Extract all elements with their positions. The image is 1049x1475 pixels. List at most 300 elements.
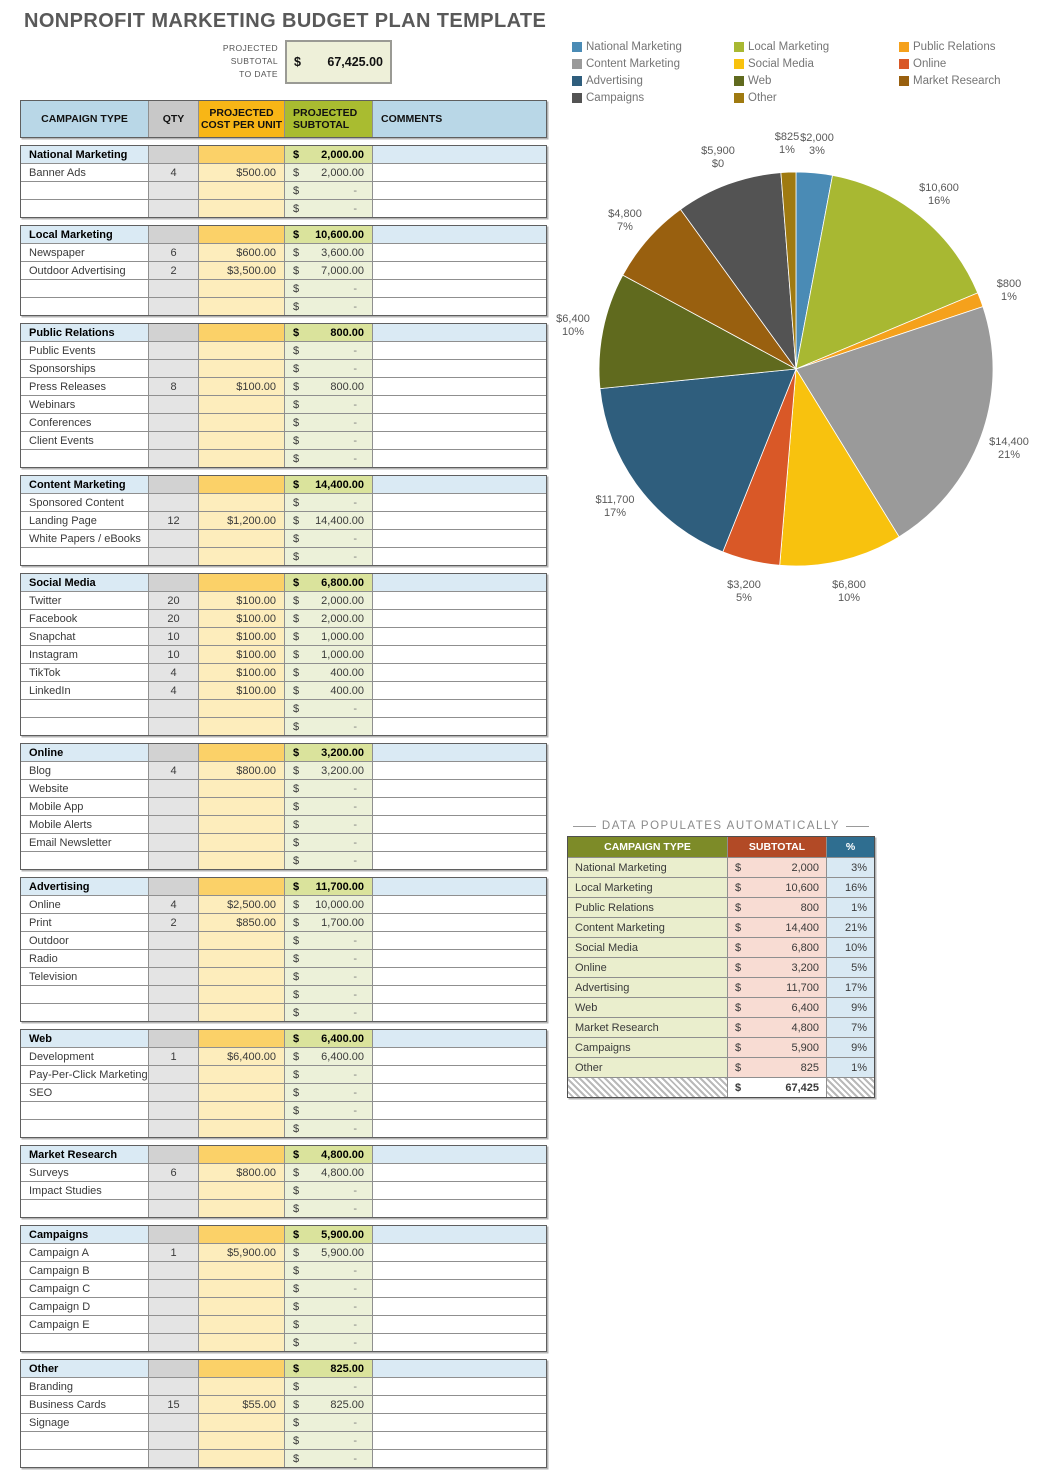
item-cost-cell[interactable] — [199, 494, 285, 511]
section-cost-cell[interactable] — [199, 1030, 285, 1047]
item-label-cell[interactable] — [21, 182, 149, 199]
item-subtotal-cell[interactable] — [285, 1004, 373, 1021]
item-comments-cell[interactable] — [373, 432, 546, 449]
item-subtotal-cell[interactable] — [285, 628, 373, 645]
item-comments-cell[interactable] — [373, 1262, 546, 1279]
item-comments-cell[interactable] — [373, 1298, 546, 1315]
item-comments-cell[interactable] — [373, 682, 546, 699]
item-cost-cell[interactable] — [199, 396, 285, 413]
item-label-cell[interactable]: Outdoor Advertising — [21, 262, 149, 279]
item-comments-cell[interactable] — [373, 1102, 546, 1119]
item-subtotal-cell[interactable] — [285, 1066, 373, 1083]
item-subtotal-cell[interactable] — [285, 682, 373, 699]
item-cost-cell[interactable]: $55.00 — [199, 1396, 285, 1413]
item-cost-cell[interactable]: $500.00 — [199, 164, 285, 181]
item-qty-cell[interactable] — [149, 852, 199, 869]
item-subtotal-cell[interactable] — [285, 182, 373, 199]
item-label-cell[interactable]: Development — [21, 1048, 149, 1065]
item-label-cell[interactable] — [21, 298, 149, 315]
item-cost-cell[interactable] — [199, 1084, 285, 1101]
summary-campaign-cell[interactable]: Advertising — [568, 978, 728, 997]
item-subtotal-cell[interactable] — [285, 244, 373, 261]
item-cost-cell[interactable] — [199, 1432, 285, 1449]
item-qty-cell[interactable] — [149, 1004, 199, 1021]
summary-subtotal-cell[interactable] — [728, 978, 827, 997]
section-comments-cell[interactable] — [373, 324, 546, 341]
item-label-cell[interactable]: Facebook — [21, 610, 149, 627]
summary-campaign-cell[interactable]: Social Media — [568, 938, 728, 957]
section-subtotal-cell[interactable] — [285, 324, 373, 341]
summary-pct-cell[interactable]: 5% — [827, 958, 874, 977]
item-subtotal-cell[interactable] — [285, 164, 373, 181]
item-subtotal-cell[interactable] — [285, 896, 373, 913]
item-subtotal-cell[interactable] — [285, 852, 373, 869]
item-label-cell[interactable]: Outdoor — [21, 932, 149, 949]
section-qty-cell[interactable] — [149, 574, 199, 591]
item-qty-cell[interactable] — [149, 548, 199, 565]
item-subtotal-cell[interactable] — [285, 1280, 373, 1297]
item-qty-cell[interactable] — [149, 530, 199, 547]
item-subtotal-cell[interactable] — [285, 780, 373, 797]
item-subtotal-cell[interactable] — [285, 262, 373, 279]
item-qty-cell[interactable]: 4 — [149, 762, 199, 779]
item-comments-cell[interactable] — [373, 450, 546, 467]
item-comments-cell[interactable] — [373, 1164, 546, 1181]
item-qty-cell[interactable]: 4 — [149, 664, 199, 681]
section-cost-cell[interactable] — [199, 226, 285, 243]
item-comments-cell[interactable] — [373, 950, 546, 967]
item-subtotal-cell[interactable] — [285, 342, 373, 359]
summary-campaign-cell[interactable]: Web — [568, 998, 728, 1017]
item-qty-cell[interactable]: 4 — [149, 682, 199, 699]
item-label-cell[interactable] — [21, 700, 149, 717]
item-label-cell[interactable]: Landing Page — [21, 512, 149, 529]
item-comments-cell[interactable] — [373, 798, 546, 815]
item-comments-cell[interactable] — [373, 512, 546, 529]
section-name-cell[interactable]: Advertising — [21, 878, 149, 895]
section-name-cell[interactable]: Other — [21, 1360, 149, 1377]
item-comments-cell[interactable] — [373, 1396, 546, 1413]
item-label-cell[interactable]: Pay-Per-Click Marketing — [21, 1066, 149, 1083]
item-subtotal-cell[interactable] — [285, 280, 373, 297]
item-comments-cell[interactable] — [373, 1334, 546, 1351]
item-comments-cell[interactable] — [373, 530, 546, 547]
summary-pct-cell[interactable]: 7% — [827, 1018, 874, 1037]
item-qty-cell[interactable] — [149, 1120, 199, 1137]
item-cost-cell[interactable]: $100.00 — [199, 682, 285, 699]
item-subtotal-cell[interactable] — [285, 1378, 373, 1395]
item-comments-cell[interactable] — [373, 298, 546, 315]
item-qty-cell[interactable] — [149, 1298, 199, 1315]
item-label-cell[interactable]: Client Events — [21, 432, 149, 449]
item-label-cell[interactable] — [21, 280, 149, 297]
summary-subtotal-cell[interactable] — [728, 878, 827, 897]
section-comments-cell[interactable] — [373, 1226, 546, 1243]
summary-subtotal-cell[interactable] — [728, 1018, 827, 1037]
item-subtotal-cell[interactable] — [285, 360, 373, 377]
item-qty-cell[interactable]: 4 — [149, 896, 199, 913]
item-subtotal-cell[interactable] — [285, 1102, 373, 1119]
section-subtotal-cell[interactable] — [285, 1360, 373, 1377]
item-label-cell[interactable]: Campaign E — [21, 1316, 149, 1333]
item-subtotal-cell[interactable] — [285, 834, 373, 851]
item-label-cell[interactable]: Sponsorships — [21, 360, 149, 377]
item-qty-cell[interactable] — [149, 1066, 199, 1083]
item-subtotal-cell[interactable] — [285, 1432, 373, 1449]
item-label-cell[interactable]: Twitter — [21, 592, 149, 609]
item-cost-cell[interactable]: $600.00 — [199, 244, 285, 261]
item-subtotal-cell[interactable] — [285, 494, 373, 511]
item-subtotal-cell[interactable] — [285, 986, 373, 1003]
item-cost-cell[interactable] — [199, 1450, 285, 1467]
item-qty-cell[interactable]: 20 — [149, 592, 199, 609]
item-comments-cell[interactable] — [373, 914, 546, 931]
item-cost-cell[interactable] — [199, 950, 285, 967]
item-cost-cell[interactable] — [199, 798, 285, 815]
item-label-cell[interactable]: Signage — [21, 1414, 149, 1431]
summary-campaign-cell[interactable]: Public Relations — [568, 898, 728, 917]
item-cost-cell[interactable] — [199, 1120, 285, 1137]
summary-subtotal-cell[interactable] — [728, 998, 827, 1017]
item-label-cell[interactable]: LinkedIn — [21, 682, 149, 699]
section-subtotal-cell[interactable] — [285, 1146, 373, 1163]
item-comments-cell[interactable] — [373, 646, 546, 663]
item-label-cell[interactable]: Press Releases — [21, 378, 149, 395]
item-label-cell[interactable] — [21, 852, 149, 869]
summary-total-cell[interactable] — [728, 1078, 827, 1097]
item-cost-cell[interactable]: $800.00 — [199, 762, 285, 779]
item-cost-cell[interactable] — [199, 932, 285, 949]
item-subtotal-cell[interactable] — [285, 1200, 373, 1217]
item-cost-cell[interactable]: $850.00 — [199, 914, 285, 931]
item-cost-cell[interactable] — [199, 1414, 285, 1431]
item-comments-cell[interactable] — [373, 816, 546, 833]
item-qty-cell[interactable] — [149, 1102, 199, 1119]
section-name-cell[interactable]: Public Relations — [21, 324, 149, 341]
item-label-cell[interactable] — [21, 1200, 149, 1217]
item-comments-cell[interactable] — [373, 262, 546, 279]
item-comments-cell[interactable] — [373, 1004, 546, 1021]
section-qty-cell[interactable] — [149, 226, 199, 243]
item-cost-cell[interactable]: $100.00 — [199, 592, 285, 609]
item-subtotal-cell[interactable] — [285, 762, 373, 779]
summary-subtotal-cell[interactable] — [728, 858, 827, 877]
section-qty-cell[interactable] — [149, 1226, 199, 1243]
section-cost-cell[interactable] — [199, 146, 285, 163]
item-subtotal-cell[interactable] — [285, 1298, 373, 1315]
item-qty-cell[interactable] — [149, 1450, 199, 1467]
section-subtotal-cell[interactable] — [285, 1030, 373, 1047]
item-cost-cell[interactable] — [199, 1262, 285, 1279]
item-comments-cell[interactable] — [373, 664, 546, 681]
item-comments-cell[interactable] — [373, 610, 546, 627]
item-cost-cell[interactable] — [199, 432, 285, 449]
section-name-cell[interactable]: Content Marketing — [21, 476, 149, 493]
item-subtotal-cell[interactable] — [285, 1084, 373, 1101]
section-subtotal-cell[interactable] — [285, 744, 373, 761]
item-subtotal-cell[interactable] — [285, 592, 373, 609]
item-cost-cell[interactable] — [199, 986, 285, 1003]
item-subtotal-cell[interactable] — [285, 1244, 373, 1261]
summary-subtotal-cell[interactable] — [728, 958, 827, 977]
item-subtotal-cell[interactable] — [285, 932, 373, 949]
item-comments-cell[interactable] — [373, 1120, 546, 1137]
item-label-cell[interactable] — [21, 1120, 149, 1137]
item-subtotal-cell[interactable] — [285, 396, 373, 413]
item-subtotal-cell[interactable] — [285, 414, 373, 431]
item-qty-cell[interactable] — [149, 450, 199, 467]
summary-pct-cell[interactable]: 21% — [827, 918, 874, 937]
section-comments-cell[interactable] — [373, 226, 546, 243]
item-cost-cell[interactable]: $800.00 — [199, 1164, 285, 1181]
item-comments-cell[interactable] — [373, 762, 546, 779]
item-label-cell[interactable]: Campaign A — [21, 1244, 149, 1261]
item-comments-cell[interactable] — [373, 1316, 546, 1333]
item-comments-cell[interactable] — [373, 700, 546, 717]
section-comments-cell[interactable] — [373, 878, 546, 895]
item-subtotal-cell[interactable] — [285, 664, 373, 681]
item-label-cell[interactable] — [21, 450, 149, 467]
summary-subtotal-cell[interactable] — [728, 918, 827, 937]
item-subtotal-cell[interactable] — [285, 1450, 373, 1467]
item-qty-cell[interactable]: 15 — [149, 1396, 199, 1413]
section-comments-cell[interactable] — [373, 574, 546, 591]
item-qty-cell[interactable] — [149, 718, 199, 735]
item-qty-cell[interactable] — [149, 1084, 199, 1101]
item-comments-cell[interactable] — [373, 200, 546, 217]
item-label-cell[interactable]: Campaign D — [21, 1298, 149, 1315]
item-label-cell[interactable]: Business Cards — [21, 1396, 149, 1413]
item-qty-cell[interactable] — [149, 1378, 199, 1395]
item-cost-cell[interactable]: $3,500.00 — [199, 262, 285, 279]
item-qty-cell[interactable]: 8 — [149, 378, 199, 395]
item-qty-cell[interactable]: 1 — [149, 1244, 199, 1261]
section-comments-cell[interactable] — [373, 146, 546, 163]
summary-subtotal-cell[interactable] — [728, 938, 827, 957]
item-label-cell[interactable]: Campaign B — [21, 1262, 149, 1279]
item-comments-cell[interactable] — [373, 780, 546, 797]
section-name-cell[interactable]: Market Research — [21, 1146, 149, 1163]
item-qty-cell[interactable]: 10 — [149, 646, 199, 663]
item-label-cell[interactable] — [21, 718, 149, 735]
item-comments-cell[interactable] — [373, 378, 546, 395]
item-label-cell[interactable]: Banner Ads — [21, 164, 149, 181]
item-qty-cell[interactable] — [149, 1182, 199, 1199]
item-qty-cell[interactable]: 20 — [149, 610, 199, 627]
item-label-cell[interactable] — [21, 548, 149, 565]
item-label-cell[interactable] — [21, 1102, 149, 1119]
item-cost-cell[interactable] — [199, 280, 285, 297]
section-cost-cell[interactable] — [199, 324, 285, 341]
summary-campaign-cell[interactable]: Other — [568, 1058, 728, 1077]
item-qty-cell[interactable] — [149, 950, 199, 967]
item-qty-cell[interactable] — [149, 182, 199, 199]
item-qty-cell[interactable] — [149, 414, 199, 431]
item-cost-cell[interactable] — [199, 1182, 285, 1199]
item-cost-cell[interactable] — [199, 968, 285, 985]
item-subtotal-cell[interactable] — [285, 548, 373, 565]
item-label-cell[interactable]: Radio — [21, 950, 149, 967]
item-qty-cell[interactable] — [149, 834, 199, 851]
item-qty-cell[interactable]: 12 — [149, 512, 199, 529]
item-qty-cell[interactable] — [149, 932, 199, 949]
item-cost-cell[interactable] — [199, 1378, 285, 1395]
section-qty-cell[interactable] — [149, 1030, 199, 1047]
section-comments-cell[interactable] — [373, 1030, 546, 1047]
item-cost-cell[interactable] — [199, 1298, 285, 1315]
item-cost-cell[interactable] — [199, 1004, 285, 1021]
item-cost-cell[interactable] — [199, 1280, 285, 1297]
item-cost-cell[interactable] — [199, 298, 285, 315]
section-name-cell[interactable]: Campaigns — [21, 1226, 149, 1243]
item-label-cell[interactable]: Online — [21, 896, 149, 913]
item-subtotal-cell[interactable] — [285, 298, 373, 315]
item-qty-cell[interactable]: 6 — [149, 1164, 199, 1181]
section-name-cell[interactable]: Local Marketing — [21, 226, 149, 243]
item-label-cell[interactable]: Website — [21, 780, 149, 797]
item-subtotal-cell[interactable] — [285, 432, 373, 449]
item-cost-cell[interactable]: $100.00 — [199, 646, 285, 663]
section-comments-cell[interactable] — [373, 744, 546, 761]
item-subtotal-cell[interactable] — [285, 530, 373, 547]
section-name-cell[interactable]: Online — [21, 744, 149, 761]
item-label-cell[interactable]: Instagram — [21, 646, 149, 663]
item-label-cell[interactable]: Campaign C — [21, 1280, 149, 1297]
item-label-cell[interactable]: Mobile App — [21, 798, 149, 815]
item-comments-cell[interactable] — [373, 414, 546, 431]
item-subtotal-cell[interactable] — [285, 1048, 373, 1065]
item-qty-cell[interactable] — [149, 1200, 199, 1217]
item-label-cell[interactable]: Television — [21, 968, 149, 985]
section-comments-cell[interactable] — [373, 476, 546, 493]
item-qty-cell[interactable] — [149, 700, 199, 717]
summary-campaign-cell[interactable]: Online — [568, 958, 728, 977]
item-subtotal-cell[interactable] — [285, 1182, 373, 1199]
item-cost-cell[interactable] — [199, 816, 285, 833]
item-cost-cell[interactable]: $100.00 — [199, 610, 285, 627]
item-comments-cell[interactable] — [373, 1084, 546, 1101]
section-name-cell[interactable]: Web — [21, 1030, 149, 1047]
section-comments-cell[interactable] — [373, 1360, 546, 1377]
item-cost-cell[interactable]: $100.00 — [199, 628, 285, 645]
summary-pct-cell[interactable]: 16% — [827, 878, 874, 897]
item-cost-cell[interactable] — [199, 450, 285, 467]
item-label-cell[interactable] — [21, 1004, 149, 1021]
item-qty-cell[interactable]: 6 — [149, 244, 199, 261]
section-subtotal-cell[interactable] — [285, 226, 373, 243]
summary-pct-cell[interactable]: 1% — [827, 898, 874, 917]
item-cost-cell[interactable] — [199, 834, 285, 851]
item-subtotal-cell[interactable] — [285, 700, 373, 717]
item-qty-cell[interactable] — [149, 986, 199, 1003]
item-label-cell[interactable]: Surveys — [21, 1164, 149, 1181]
item-subtotal-cell[interactable] — [285, 914, 373, 931]
item-label-cell[interactable]: Webinars — [21, 396, 149, 413]
item-cost-cell[interactable] — [199, 1066, 285, 1083]
section-qty-cell[interactable] — [149, 146, 199, 163]
item-cost-cell[interactable] — [199, 530, 285, 547]
section-cost-cell[interactable] — [199, 476, 285, 493]
summary-pct-cell[interactable]: 9% — [827, 1038, 874, 1057]
item-comments-cell[interactable] — [373, 494, 546, 511]
item-qty-cell[interactable] — [149, 432, 199, 449]
item-comments-cell[interactable] — [373, 718, 546, 735]
item-label-cell[interactable]: Impact Studies — [21, 1182, 149, 1199]
item-cost-cell[interactable] — [199, 780, 285, 797]
item-label-cell[interactable]: Branding — [21, 1378, 149, 1395]
summary-campaign-cell[interactable]: Market Research — [568, 1018, 728, 1037]
item-qty-cell[interactable] — [149, 494, 199, 511]
item-comments-cell[interactable] — [373, 1280, 546, 1297]
item-label-cell[interactable]: Public Events — [21, 342, 149, 359]
item-subtotal-cell[interactable] — [285, 1396, 373, 1413]
section-qty-cell[interactable] — [149, 878, 199, 895]
item-subtotal-cell[interactable] — [285, 200, 373, 217]
item-cost-cell[interactable] — [199, 718, 285, 735]
item-qty-cell[interactable] — [149, 1280, 199, 1297]
item-qty-cell[interactable] — [149, 1334, 199, 1351]
item-subtotal-cell[interactable] — [285, 450, 373, 467]
item-subtotal-cell[interactable] — [285, 718, 373, 735]
item-qty-cell[interactable] — [149, 1414, 199, 1431]
item-qty-cell[interactable]: 2 — [149, 914, 199, 931]
item-label-cell[interactable]: TikTok — [21, 664, 149, 681]
summary-campaign-cell[interactable]: Local Marketing — [568, 878, 728, 897]
item-cost-cell[interactable] — [199, 414, 285, 431]
section-qty-cell[interactable] — [149, 476, 199, 493]
summary-campaign-cell[interactable]: National Marketing — [568, 858, 728, 877]
item-label-cell[interactable] — [21, 1432, 149, 1449]
item-label-cell[interactable]: Sponsored Content — [21, 494, 149, 511]
section-subtotal-cell[interactable] — [285, 476, 373, 493]
summary-subtotal-cell[interactable] — [728, 1038, 827, 1057]
summary-campaign-cell[interactable]: Content Marketing — [568, 918, 728, 937]
summary-subtotal-cell[interactable] — [728, 898, 827, 917]
section-qty-cell[interactable] — [149, 1360, 199, 1377]
item-comments-cell[interactable] — [373, 1450, 546, 1467]
summary-subtotal-cell[interactable] — [728, 1058, 827, 1077]
section-qty-cell[interactable] — [149, 324, 199, 341]
item-cost-cell[interactable] — [199, 360, 285, 377]
projected-subtotal-value-cell[interactable] — [285, 40, 392, 84]
item-cost-cell[interactable]: $2,500.00 — [199, 896, 285, 913]
item-label-cell[interactable]: Print — [21, 914, 149, 931]
item-cost-cell[interactable]: $5,900.00 — [199, 1244, 285, 1261]
section-subtotal-cell[interactable] — [285, 146, 373, 163]
item-qty-cell[interactable] — [149, 396, 199, 413]
section-cost-cell[interactable] — [199, 744, 285, 761]
item-cost-cell[interactable]: $100.00 — [199, 664, 285, 681]
item-label-cell[interactable]: Mobile Alerts — [21, 816, 149, 833]
section-cost-cell[interactable] — [199, 1226, 285, 1243]
section-name-cell[interactable]: National Marketing — [21, 146, 149, 163]
item-comments-cell[interactable] — [373, 1066, 546, 1083]
item-comments-cell[interactable] — [373, 182, 546, 199]
item-cost-cell[interactable] — [199, 182, 285, 199]
section-cost-cell[interactable] — [199, 1146, 285, 1163]
section-cost-cell[interactable] — [199, 574, 285, 591]
item-subtotal-cell[interactable] — [285, 1334, 373, 1351]
item-comments-cell[interactable] — [373, 628, 546, 645]
item-comments-cell[interactable] — [373, 280, 546, 297]
item-comments-cell[interactable] — [373, 164, 546, 181]
section-qty-cell[interactable] — [149, 1146, 199, 1163]
summary-pct-cell[interactable]: 10% — [827, 938, 874, 957]
summary-pct-cell[interactable]: 1% — [827, 1058, 874, 1077]
item-label-cell[interactable]: SEO — [21, 1084, 149, 1101]
section-subtotal-cell[interactable] — [285, 1226, 373, 1243]
item-label-cell[interactable]: Blog — [21, 762, 149, 779]
